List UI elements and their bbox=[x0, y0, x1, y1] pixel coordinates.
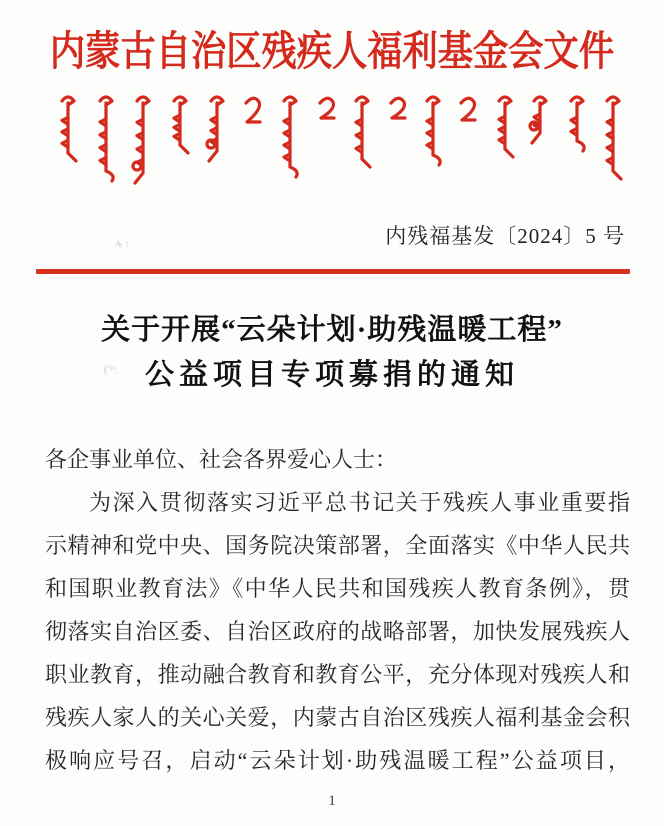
document-body bbox=[0, 438, 664, 782]
document-title-line2: 公益项目专项募捐的通知 bbox=[144, 358, 519, 391]
body-line: 示精神和党中央、国务院决策部署，全面落实《中华人民共 bbox=[45, 532, 630, 558]
document-title bbox=[0, 308, 664, 398]
salutation-line: 各企事业单位、社会各界爱心人士： bbox=[45, 446, 398, 472]
body-line: 和国职业教育法》《中华人民共和国残疾人教育条例》，贯 bbox=[45, 575, 630, 601]
org-title bbox=[0, 26, 664, 76]
red-divider-line bbox=[36, 269, 630, 274]
doc-number: 内残福基发〔2024〕5 号 bbox=[385, 224, 625, 248]
org-title-text: 内蒙古自治区残疾人福利基金会文件 bbox=[49, 28, 615, 74]
body-line: 为深入贯彻落实习近平总书记关于残疾人事业重要指 bbox=[89, 489, 630, 515]
scan-smudge: ᠰ᠄ bbox=[114, 239, 129, 253]
body-line: 彻落实自治区委、自治区政府的战略部署，加快发展残疾人 bbox=[45, 618, 630, 644]
document-title-line1: 关于开展“云朵计划·助残温暖工程” bbox=[101, 313, 563, 346]
body-line: 职业教育，推动融合教育和教育公平，充分体现对残疾人和 bbox=[45, 661, 630, 687]
body-line: 极响应号召，启动“云朵计划·助残温暖工程”公益项目， bbox=[45, 747, 630, 773]
scan-smudge: ('᠈: bbox=[103, 361, 118, 377]
mongolian-script-icon bbox=[0, 90, 664, 185]
body-line: 残疾人家人的关心关爱，内蒙古自治区残疾人福利基金会积 bbox=[45, 704, 630, 730]
page-number: 1 bbox=[328, 793, 336, 809]
